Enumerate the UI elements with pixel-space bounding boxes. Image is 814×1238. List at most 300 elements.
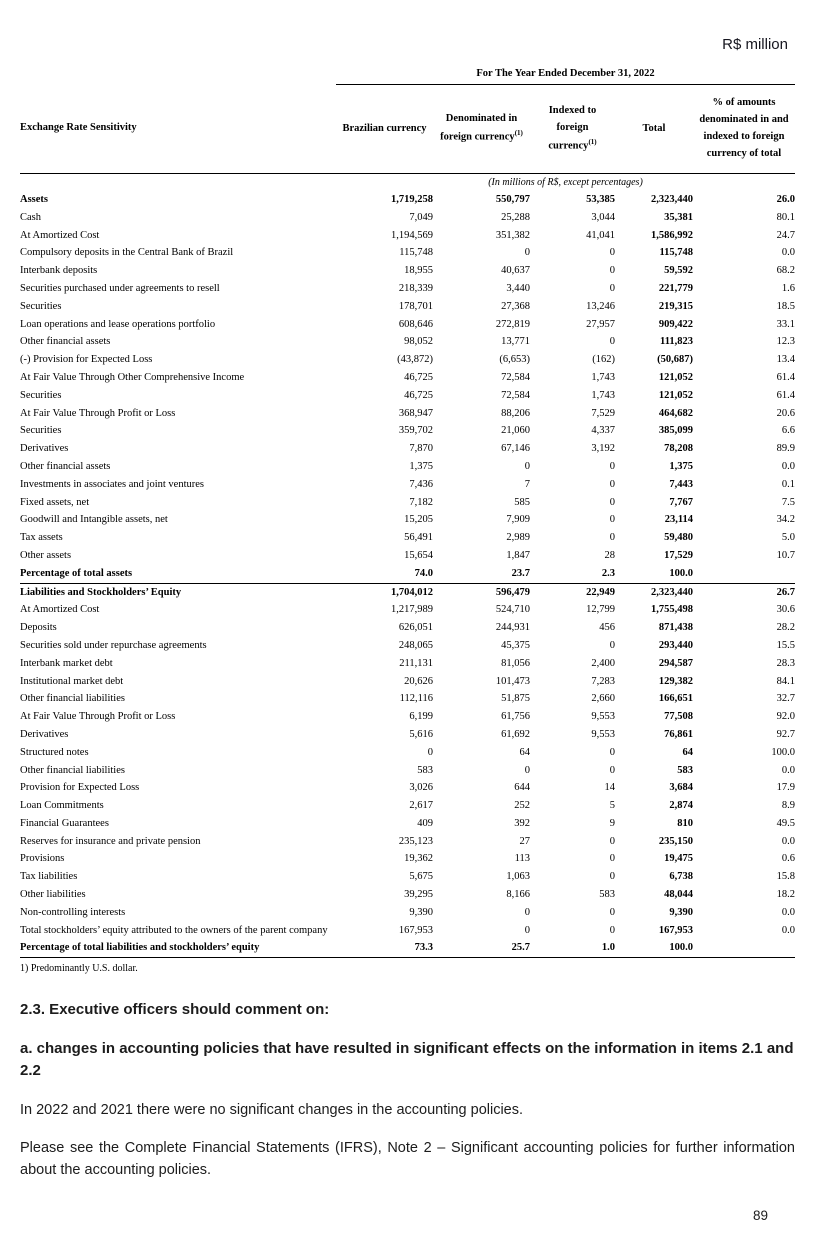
value-cell: 6,738 (669, 871, 693, 883)
value-cell: 51,875 (501, 693, 530, 705)
value-cell: 3,044 (591, 211, 615, 223)
value-cell: 385,099 (658, 425, 693, 437)
value-cell: 28 (604, 549, 615, 561)
value-cell: 7 (524, 478, 530, 490)
table-row (20, 762, 795, 780)
value-cell: 1,375 (409, 460, 433, 472)
value-cell: 3,192 (591, 443, 615, 455)
value-cell: 0 (609, 336, 615, 348)
value-cell: 0 (524, 906, 530, 918)
value-cell: 41,041 (586, 229, 615, 241)
value-cell: 25,288 (501, 211, 530, 223)
value-cell: 101,473 (495, 675, 530, 687)
table-row (20, 280, 795, 298)
table-row (20, 939, 795, 957)
table-row (20, 565, 795, 583)
row-label: Percentage of total assets (20, 567, 133, 579)
value-cell: 4,337 (591, 425, 615, 437)
value-cell: 9,553 (591, 728, 615, 740)
value-cell: 74.0 (414, 567, 433, 579)
value-cell: 19,475 (664, 853, 693, 865)
value-cell: 626,051 (398, 622, 433, 634)
row-label: Loan Commitments (20, 800, 104, 812)
value-cell: 72,584 (501, 389, 530, 401)
value-cell: 89.9 (776, 443, 795, 455)
value-cell: 1,743 (591, 371, 615, 383)
value-cell (693, 939, 795, 957)
value-cell: 550,797 (495, 194, 530, 205)
value-cell: 909,422 (658, 318, 693, 330)
value-cell: 45,375 (501, 639, 530, 651)
value-cell: 78,208 (664, 443, 693, 455)
table-body (20, 191, 795, 958)
value-cell: 46,725 (404, 389, 433, 401)
row-label: Interbank market debt (20, 657, 113, 669)
value-cell: 9 (609, 817, 615, 829)
table-row (20, 529, 795, 547)
row-label: Deposits (20, 622, 57, 634)
value-cell: 25.7 (433, 939, 530, 957)
value-cell: 3,026 (409, 782, 433, 794)
column-header: Total (615, 85, 693, 174)
value-cell: 100.0 (771, 746, 795, 758)
value-cell: 28.2 (776, 622, 795, 634)
value-cell: 2,617 (409, 800, 433, 812)
value-cell: 1,194,569 (391, 229, 433, 241)
value-cell: 30.6 (776, 604, 795, 616)
table-row (20, 708, 795, 726)
row-label: Non-controlling interests (20, 906, 126, 918)
value-cell: 0 (609, 906, 615, 918)
value-cell: 73.3 (336, 939, 433, 957)
value-cell: 40,637 (501, 265, 530, 277)
value-cell: 0 (609, 496, 615, 508)
value-cell: 7,909 (506, 514, 530, 526)
value-cell: 211,131 (399, 657, 433, 669)
value-cell: 248,065 (398, 639, 433, 651)
value-cell: 2,989 (506, 532, 530, 544)
row-label: At Amortized Cost (20, 604, 100, 616)
value-cell: 219,315 (658, 300, 693, 312)
value-cell: 9,390 (409, 906, 433, 918)
row-label: Securities (20, 425, 62, 437)
row-label: Investments in associates and joint ventures (20, 478, 205, 490)
value-cell: 13.4 (776, 354, 795, 366)
row-label: Other assets (20, 549, 72, 561)
value-cell: 53,385 (586, 194, 615, 205)
value-cell: 98,052 (404, 336, 433, 348)
value-cell: 17,529 (664, 549, 693, 561)
value-cell: 0 (427, 746, 433, 758)
value-cell: 0 (524, 924, 530, 936)
row-label: At Fair Value Through Profit or Loss (20, 407, 176, 419)
table-row (20, 316, 795, 334)
row-label: Total stockholders’ equity attributed to the owners of the parent company (20, 924, 328, 936)
row-label: Tax assets (20, 532, 63, 544)
value-cell: 1.6 (781, 282, 795, 294)
value-cell: 64 (682, 746, 693, 758)
table-footnote: 1) Predominantly U.S. dollar. (20, 963, 138, 975)
value-cell: 56,491 (404, 532, 433, 544)
table-row (20, 244, 795, 262)
value-cell: 5 (609, 800, 615, 812)
table-row (20, 209, 795, 227)
value-cell: 2,874 (669, 800, 693, 812)
value-cell: 81,056 (501, 657, 530, 669)
value-cell: 2,323,440 (651, 194, 693, 205)
value-cell: 100.0 (669, 567, 693, 579)
value-cell: 0 (609, 871, 615, 883)
row-header-label: Exchange Rate Sensitivity (20, 85, 336, 174)
row-label: Tax liabilities (20, 871, 78, 883)
value-cell: 1.0 (530, 939, 615, 957)
value-cell: 15,654 (404, 549, 433, 561)
value-cell: 100.0 (615, 939, 693, 957)
table-row (20, 815, 795, 833)
value-cell: 583 (599, 889, 615, 901)
value-cell: 2.3 (601, 567, 615, 579)
value-cell: 61.4 (776, 371, 795, 383)
value-cell: 8,166 (506, 889, 530, 901)
value-cell: 1,586,992 (651, 229, 693, 241)
value-cell: 0.0 (781, 924, 795, 936)
value-cell: 409 (417, 817, 433, 829)
table-row (20, 227, 795, 245)
value-cell: 115,748 (399, 247, 433, 259)
value-cell: 6.6 (781, 425, 795, 437)
column-header: Denominated in foreign currency$^{(1)}$ (433, 85, 530, 174)
value-cell: 2,660 (591, 693, 615, 705)
table-row (20, 673, 795, 691)
value-cell: 7,767 (669, 496, 693, 508)
row-label: Financial Guarantees (20, 817, 109, 829)
value-cell: 121,052 (658, 371, 693, 383)
row-label: Securities sold under repurchase agreements (20, 639, 207, 651)
row-label: Structured notes (20, 746, 89, 758)
value-cell: 26.7 (693, 583, 795, 601)
table-row (20, 601, 795, 619)
footnote-marker: (1) (588, 137, 597, 146)
value-cell: 166,651 (658, 693, 693, 705)
value-cell: 235,123 (398, 835, 433, 847)
table-row (20, 333, 795, 351)
value-cell: 113 (514, 853, 530, 865)
value-cell: 121,052 (658, 389, 693, 401)
value-cell: 23.7 (511, 567, 530, 579)
value-cell: 115,748 (659, 247, 693, 259)
row-label: Provisions (20, 853, 65, 865)
value-cell: 46,725 (404, 371, 433, 383)
row-label: At Amortized Cost (20, 229, 100, 241)
value-cell: 244,931 (495, 622, 530, 634)
row-label: Loan operations and lease operations portfolio (20, 318, 216, 330)
value-cell: 72,584 (501, 371, 530, 383)
paragraph-1: In 2022 and 2021 there were no significant changes in the accounting policies. (20, 1101, 524, 1118)
value-cell: 1,755,498 (651, 604, 693, 616)
value-cell: 9,390 (669, 906, 693, 918)
value-cell: 294,587 (658, 657, 693, 669)
row-label: (-) Provision for Expected Loss (20, 354, 153, 366)
column-header: Indexed to foreign currency$^{(1)}$ (530, 85, 615, 174)
row-label: Securities (20, 389, 62, 401)
value-cell: 7,529 (591, 407, 615, 419)
column-header: % of amounts denominated in and indexed to foreign currency of total (693, 85, 795, 174)
value-cell: 17.9 (776, 782, 795, 794)
value-cell: 596,479 (433, 583, 530, 601)
row-label: At Fair Value Through Other Comprehensive Income (20, 371, 245, 383)
row-label: Interbank deposits (20, 265, 98, 277)
value-cell: 27,957 (586, 318, 615, 330)
row-label: Provision for Expected Loss (20, 782, 140, 794)
value-cell: 49.5 (776, 817, 795, 829)
value-cell: 0 (609, 924, 615, 936)
value-cell: 111,823 (660, 336, 693, 348)
value-cell: 583 (677, 764, 693, 776)
value-cell (693, 565, 795, 583)
value-cell: 0.0 (781, 835, 795, 847)
row-label: Liabilities and Stockholders’ Equity (20, 583, 336, 601)
value-cell: 84.1 (776, 675, 795, 687)
table-row (20, 494, 795, 512)
value-cell: 0.0 (781, 460, 795, 472)
row-label: Securities purchased under agreements to resell (20, 282, 220, 294)
value-cell: 28.3 (776, 657, 795, 669)
value-cell: 871,438 (658, 622, 693, 634)
value-cell: 7,049 (409, 211, 433, 223)
table-row (20, 262, 795, 280)
value-cell: 0 (609, 532, 615, 544)
value-cell: 34.2 (776, 514, 795, 526)
column-header: Brazilian currency (336, 85, 433, 174)
value-cell: 1,063 (506, 871, 530, 883)
value-cell: (50,687) (657, 354, 693, 366)
value-cell: 59,592 (664, 265, 693, 277)
table-row (20, 511, 795, 529)
row-label: Securities (20, 300, 62, 312)
value-cell: 0 (609, 460, 615, 472)
table-row (20, 886, 795, 904)
value-cell: 12.3 (776, 336, 795, 348)
value-cell: 810 (677, 817, 693, 829)
value-cell: 456 (599, 622, 615, 634)
spacer-cell (20, 174, 336, 192)
value-cell: 18,955 (404, 265, 433, 277)
value-cell: 0 (609, 764, 615, 776)
table-row (20, 779, 795, 797)
value-cell: 48,044 (664, 889, 693, 901)
currency-unit-label: R$ million (722, 36, 788, 53)
value-cell: 0 (609, 247, 615, 259)
value-cell: 0 (609, 282, 615, 294)
row-label: Derivatives (20, 443, 69, 455)
table-row (20, 726, 795, 744)
value-cell: 1,847 (506, 549, 530, 561)
table-row (20, 476, 795, 494)
value-cell: 0 (609, 835, 615, 847)
table-row (20, 191, 795, 209)
value-cell: 608,646 (398, 318, 433, 330)
value-cell: 0 (609, 639, 615, 651)
value-cell: 19,362 (404, 853, 433, 865)
value-cell: 2,323,440 (615, 583, 693, 601)
row-label: Assets (20, 194, 48, 205)
period-header-row (20, 68, 795, 85)
value-cell: 10.7 (776, 549, 795, 561)
value-cell: 13,771 (501, 336, 530, 348)
value-cell: 20.6 (776, 407, 795, 419)
value-cell: 252 (514, 800, 530, 812)
value-cell: 80.1 (776, 211, 795, 223)
value-cell: 15.8 (776, 871, 795, 883)
subsection-heading: a. changes in accounting policies that have resulted in significant effects on the information in items 2.1 and 2.2 (20, 1039, 794, 1080)
value-cell: 368,947 (398, 407, 433, 419)
value-cell: 64 (519, 746, 530, 758)
value-cell: 88,206 (501, 407, 530, 419)
value-cell: 21,060 (501, 425, 530, 437)
value-cell: 32.7 (776, 693, 795, 705)
exchange-rate-sensitivity-table (20, 68, 795, 958)
value-cell: 5,616 (409, 728, 433, 740)
value-cell: 0 (524, 247, 530, 259)
period-header: For The Year Ended December 31, 2022 (336, 68, 795, 85)
value-cell: 7,436 (409, 478, 433, 490)
table-row (20, 637, 795, 655)
table-row (20, 440, 795, 458)
value-cell: 3,440 (506, 282, 530, 294)
value-cell: 464,682 (658, 407, 693, 419)
value-cell: 359,702 (398, 425, 433, 437)
row-label: Derivatives (20, 728, 69, 740)
value-cell: 33.1 (776, 318, 795, 330)
value-cell: 218,339 (398, 282, 433, 294)
value-cell: 1,743 (591, 389, 615, 401)
value-cell: 67,146 (501, 443, 530, 455)
value-cell: 24.7 (776, 229, 795, 241)
value-cell: 5.0 (781, 532, 795, 544)
value-cell: 27 (519, 835, 530, 847)
table-row (20, 690, 795, 708)
table-row (20, 904, 795, 922)
table-row (20, 405, 795, 423)
value-cell: 221,779 (658, 282, 693, 294)
column-header-row (20, 85, 795, 174)
row-label: Cash (20, 211, 41, 223)
value-cell: 0 (609, 478, 615, 490)
value-cell: 92.7 (776, 728, 795, 740)
value-cell: 7.5 (781, 496, 795, 508)
value-cell: 27,368 (501, 300, 530, 312)
footnote-marker: (1) (514, 129, 523, 138)
table-row (20, 387, 795, 405)
value-cell: 235,150 (658, 835, 693, 847)
spacer-cell (20, 68, 336, 85)
value-cell: 3,684 (669, 782, 693, 794)
row-label: At Fair Value Through Profit or Loss (20, 711, 176, 723)
value-cell: 76,861 (664, 728, 693, 740)
value-cell: 272,819 (495, 318, 530, 330)
page-number: 89 (752, 1208, 768, 1223)
value-cell: (162) (592, 354, 615, 366)
row-label: Other financial assets (20, 336, 111, 348)
value-cell: 18.5 (776, 300, 795, 312)
value-cell: 585 (514, 496, 530, 508)
value-cell: 68.2 (776, 265, 795, 277)
table-row (20, 833, 795, 851)
paragraph-2: Please see the Complete Financial Statements (IFRS), Note 2 – Significant accounting policies for further information about the accounting policies. (20, 1140, 795, 1179)
value-cell: 524,710 (495, 604, 530, 616)
value-cell: 20,626 (404, 675, 433, 687)
value-cell: 178,701 (398, 300, 433, 312)
value-cell: 1,375 (669, 460, 693, 472)
value-cell: 8.9 (781, 800, 795, 812)
table-row (20, 619, 795, 637)
row-label: Reserves for insurance and private pension (20, 835, 201, 847)
value-cell: 7,443 (669, 478, 693, 490)
value-cell: 1,704,012 (336, 583, 433, 601)
value-cell: 61,756 (501, 711, 530, 723)
value-cell: 7,182 (409, 496, 433, 508)
value-cell: 0.0 (781, 247, 795, 259)
value-cell: 6,199 (409, 711, 433, 723)
value-cell: 0 (609, 853, 615, 865)
table-row (20, 868, 795, 886)
value-cell: 129,382 (658, 675, 693, 687)
value-cell: 18.2 (776, 889, 795, 901)
value-cell: 0.0 (781, 906, 795, 918)
table-row (20, 351, 795, 369)
table-row (20, 583, 795, 601)
value-cell: (43,872) (397, 354, 433, 366)
section-heading: 2.3. Executive officers should comment on: (20, 1001, 330, 1019)
value-cell: 0 (609, 265, 615, 277)
value-cell: 15.5 (776, 639, 795, 651)
value-cell: 23,114 (664, 514, 693, 526)
value-cell: 0 (524, 460, 530, 472)
value-cell: 9,553 (591, 711, 615, 723)
table-row (20, 547, 795, 565)
units-note: (In millions of R$, except percentages) (488, 177, 643, 188)
units-note-row (20, 174, 795, 192)
value-cell: 7,283 (591, 675, 615, 687)
table-row (20, 797, 795, 815)
row-label: Percentage of total liabilities and stockholders’ equity (20, 939, 336, 957)
table-row (20, 298, 795, 316)
value-cell: 15,205 (404, 514, 433, 526)
table-row (20, 655, 795, 673)
value-cell: 392 (514, 817, 530, 829)
value-cell: (6,653) (499, 354, 530, 366)
value-cell: 61.4 (776, 389, 795, 401)
row-label: Other financial assets (20, 460, 111, 472)
row-label: Other liabilities (20, 889, 86, 901)
value-cell: 39,295 (404, 889, 433, 901)
value-cell: 14 (604, 782, 615, 794)
value-cell: 644 (514, 782, 530, 794)
value-cell: 0.0 (781, 764, 795, 776)
value-cell: 26.0 (776, 194, 795, 205)
row-label: Fixed assets, net (20, 496, 90, 508)
table-row (20, 850, 795, 868)
value-cell: 2,400 (591, 657, 615, 669)
value-cell: 59,480 (664, 532, 693, 544)
table-row (20, 744, 795, 762)
value-cell: 583 (417, 764, 433, 776)
value-cell: 13,246 (586, 300, 615, 312)
value-cell: 5,675 (409, 871, 433, 883)
value-cell: 167,953 (658, 924, 693, 936)
value-cell: 293,440 (658, 639, 693, 651)
value-cell: 112,116 (399, 693, 433, 705)
